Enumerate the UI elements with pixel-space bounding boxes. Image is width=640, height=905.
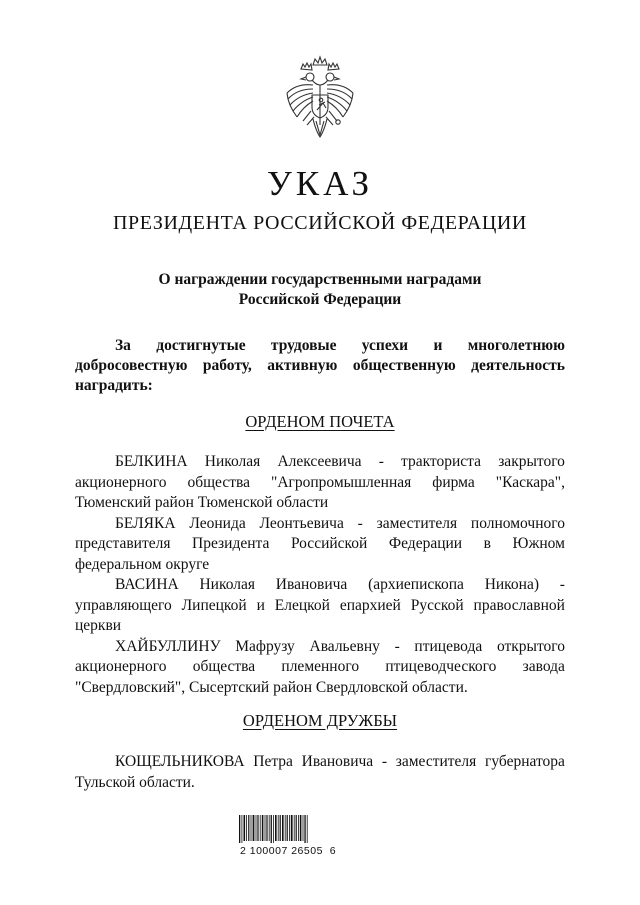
- preamble: [75, 336, 565, 396]
- recipient-line: [75, 596, 565, 617]
- recipient-entry: [75, 637, 565, 699]
- russian-coat-of-arms-icon: [283, 55, 357, 141]
- word: работу,: [202, 357, 252, 374]
- barcode-number: 2 100007 26505 6: [240, 845, 337, 857]
- recipient-line: Тюменский район Тюменской области: [75, 494, 329, 511]
- word: птицеводческого: [385, 658, 497, 675]
- word: представителя: [75, 535, 171, 552]
- word: "Агропромышленная: [271, 473, 412, 491]
- award-heading-order-of-honour: ОРДЕНОМ ПОЧЕТА: [245, 412, 395, 431]
- recipient-line: [75, 637, 565, 658]
- word: ХАЙБУЛЛИНУ: [115, 637, 221, 655]
- word: -: [394, 637, 400, 655]
- recipient-line: церкви: [75, 617, 122, 634]
- word: Алексеевича: [277, 453, 362, 470]
- recipient-line: [75, 534, 565, 555]
- word: общества: [187, 473, 250, 491]
- recipient-entry: [75, 575, 565, 637]
- recipient-line: [75, 473, 565, 494]
- word: Никона): [484, 576, 540, 593]
- award-recipients-list: [75, 752, 565, 793]
- word: закрытого: [498, 453, 565, 470]
- decree-subject: [100, 270, 540, 310]
- word: БЕЛКИНА: [115, 453, 188, 470]
- word: тракториста: [401, 453, 482, 470]
- word: ВАСИНА: [115, 576, 179, 593]
- word: БЕЛЯКА: [115, 514, 176, 532]
- word: Николая: [204, 453, 261, 470]
- word: православной: [473, 596, 565, 614]
- word: -: [559, 576, 565, 593]
- word: племенного: [281, 658, 360, 675]
- word: заместителя: [376, 514, 458, 532]
- word: Президента: [192, 535, 270, 552]
- issuer-title: ПРЕЗИДЕНТА РОССИЙСКОЙ ФЕДЕРАЦИИ: [113, 212, 527, 234]
- word: успехи: [361, 337, 409, 354]
- word: Авальевну: [309, 637, 380, 655]
- preamble-line-1: [75, 336, 565, 356]
- word: общественную: [352, 357, 456, 374]
- word: КОЩЕЛЬНИКОВА: [115, 753, 245, 770]
- word: Российской: [290, 535, 368, 552]
- word: Федерации: [388, 535, 463, 552]
- word: акционерного: [75, 473, 167, 491]
- word: добросовестную: [75, 357, 188, 374]
- word: епархией: [339, 596, 401, 614]
- barcode-icon: [237, 812, 317, 846]
- word: Южном: [512, 535, 565, 552]
- word: птицевода: [414, 637, 483, 655]
- word: Липецкой: [181, 596, 247, 614]
- word: достигнутые: [156, 337, 246, 354]
- word: в: [483, 535, 491, 552]
- preamble-line-2: [75, 356, 565, 376]
- document-type-title: УКАЗ: [266, 164, 374, 203]
- recipient-entry: [75, 452, 565, 514]
- word: -: [381, 753, 388, 770]
- word: губернатора: [485, 753, 565, 770]
- word: и: [433, 337, 443, 354]
- recipient-line: "Свердловский", Сысертский район Свердловской области.: [75, 678, 468, 696]
- word: фирма: [432, 473, 475, 491]
- word: (архиепископа: [368, 576, 464, 593]
- word: общества: [192, 658, 256, 675]
- word: За: [115, 337, 131, 354]
- word: "Каскара",: [495, 473, 565, 491]
- subject-line-1: О награждении государственными наградами: [158, 271, 482, 288]
- word: заместителя: [395, 753, 477, 770]
- word: Елецкой: [274, 596, 330, 614]
- preamble-line-3: наградить:: [75, 377, 153, 394]
- recipient-line: [75, 575, 565, 596]
- award-recipients-list: [75, 452, 565, 698]
- word: -: [357, 514, 363, 532]
- word: активную: [267, 357, 338, 374]
- word: полномочного: [470, 514, 565, 532]
- word: и: [256, 596, 265, 614]
- award-heading-order-of-friendship: ОРДЕНОМ ДРУЖБЫ: [242, 711, 398, 730]
- subject-line-2: Российской Федерации: [238, 291, 402, 308]
- word: трудовые: [270, 337, 337, 354]
- word: Петра: [253, 753, 293, 770]
- recipient-line: Тульской области.: [75, 773, 195, 791]
- recipient-entry: [75, 514, 565, 576]
- word: Леонтьевича: [259, 514, 344, 532]
- word: управляющего: [75, 596, 172, 614]
- recipient-line: федеральном округе: [75, 555, 210, 573]
- word: Николая: [199, 576, 255, 593]
- word: акционерного: [75, 658, 167, 675]
- word: Ивановича: [301, 753, 374, 770]
- word: завода: [522, 658, 565, 675]
- recipient-entry: [75, 752, 565, 793]
- word: Русской: [410, 596, 464, 614]
- word: -: [378, 453, 384, 470]
- word: Ивановича: [275, 576, 348, 593]
- word: Мафрузу: [235, 637, 295, 655]
- word: Леонида: [189, 514, 246, 532]
- word: деятельность: [471, 357, 565, 374]
- recipient-line: [75, 452, 565, 473]
- recipient-line: [75, 752, 565, 773]
- recipient-line: [75, 514, 565, 535]
- word: многолетнюю: [467, 337, 565, 354]
- word: открытого: [496, 637, 565, 655]
- recipient-line: [75, 657, 565, 678]
